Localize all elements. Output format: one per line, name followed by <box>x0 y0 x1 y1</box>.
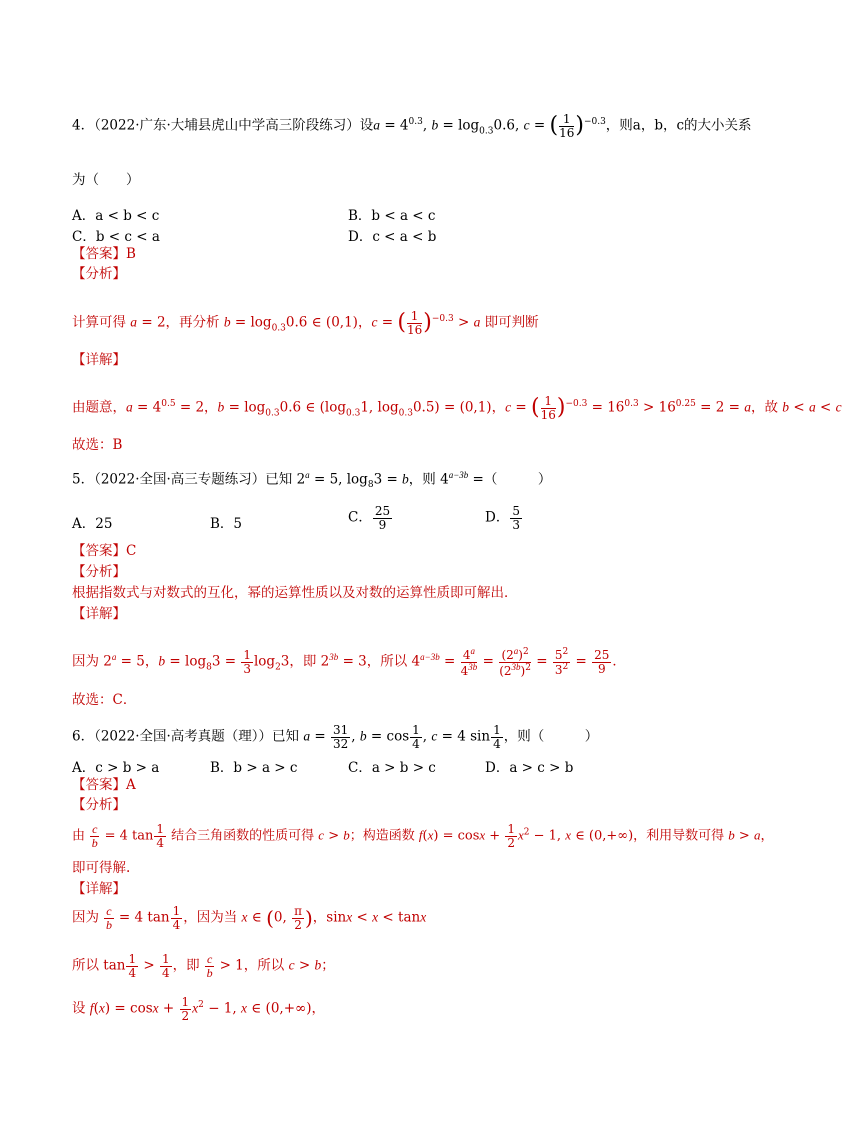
q4-stem-line2: 为（ ） <box>72 172 140 188</box>
q5-conclusion: 故选：C． <box>72 692 137 708</box>
q6-analysis-line2: 即可得解. <box>72 860 131 876</box>
q4-analysis-tag: 【分析】 <box>72 266 126 282</box>
q6-option-c: C．a > b > c <box>348 760 436 776</box>
q4-option-c: C．b < c < a <box>72 229 160 245</box>
q5-detail: 因为 $2^a = 5$，$b = \log_83$ = $\frac{1}{3}$ $\log_23$，即 $2^{3b} = 3$，所以 $4^{a-3b}$ = $\frac{4^a}{4^{3b}}$ = $\frac{(2^a)^2}{(2^{3b})^2}$ = $\frac{5^2}{3^2}$ = $\frac{25}{9}$ ． <box>72 646 626 678</box>
q4-stem: 4．（2022·广东·大埔县虎山中学高三阶段练习）设$a = 4^{0.3}$, $b = \log_{0.3}0.6$, c = ( $\frac{1}{16}$ )$^{-0.3}$，则a，b，c的大小关系 <box>72 112 752 140</box>
q4-stem-math: a <box>373 117 381 133</box>
q4-detail: 由题意，$a = 4^{0.5} = 2$，$b = \log_{0.3}0.6$ ∈ ($\log_{0.3}1$, $\log_{0.3}0.5) = (0,1)$，c = ( $\frac{1}{16}$ )$^{-0.3} = 16^{0.3} > 16^{0.25} = 2 = a$，故 b < a < c <box>72 394 842 422</box>
q6-answer-value: A <box>126 777 136 793</box>
q5-detail-tag: 【详解】 <box>72 606 126 622</box>
q4-answer <box>72 246 136 262</box>
q4-stem-suffix: ，则a，b，c的大小关系 <box>605 117 752 134</box>
q5-option-c: C． $\frac{25}{9}$ <box>348 504 391 532</box>
q5-analysis: 根据指数式与对数式的互化，幂的运算性质以及对数的运算性质即可解出． <box>72 585 518 601</box>
q4-conclusion: 故选：B <box>72 437 123 453</box>
q4-stem-prefix: 4．（2022·广东·大埔县虎山中学高三阶段练习）设 <box>72 117 374 134</box>
q4-option-a: A．a < b < c <box>72 208 160 224</box>
q6-analysis-tag: 【分析】 <box>72 797 126 813</box>
q6-detail-line3: 设 f(x) = cosx + $\frac{1}{2}$ $x^2 - 1$, x ∈ (0,+∞)， <box>72 995 326 1023</box>
q4-analysis: 计算可得 a = 2，再分析 $b = \log_{0.3}0.6$ ∈ (0,1)，c = ( $\frac{1}{16}$ )$^{-0.3}$ > a 即可判断 <box>72 309 539 337</box>
q6-stem: 6．（2022·全国·高考真题（理））已知 a = $\frac{31}{32}$ , b = cos $\frac{1}{4}$ , c = 4 sin $\frac{1}{4}$ ，则（ ） <box>72 723 599 751</box>
q6-detail-tag: 【详解】 <box>72 881 126 897</box>
q4-answer-value: B <box>126 246 136 262</box>
q5-answer-value: C <box>126 543 137 559</box>
q6-answer <box>72 777 136 793</box>
q4-detail-tag: 【详解】 <box>72 352 126 368</box>
q6-analysis-line1: 由 $\frac{c}{b}$ = 4 tan $\frac{1}{4}$ 结合三角函数的性质可得 c > b；构造函数 f(x) = cosx + $\frac{1}{2}$ $x^2 - 1$, x ∈ (0,+∞)，利用导数可得 b > a， <box>72 822 774 850</box>
q5-option-b: B．5 <box>210 516 243 532</box>
answer-tag: 【答案】 <box>72 543 126 559</box>
q4-option-b: B．b < a < c <box>348 208 436 224</box>
answer-tag: 【答案】 <box>72 777 126 793</box>
q6-detail-line2: 所以 tan $\frac{1}{4}$ > $\frac{1}{4}$ ，即 $\frac{c}{b}$ > 1，所以 c > b； <box>72 952 335 980</box>
q5-option-a: A．25 <box>72 516 113 532</box>
q6-option-a: A．c > b > a <box>72 760 160 776</box>
q5-stem: 5．（2022·全国·高三专题练习）已知 $2^a = 5$, $\log_83 = b$，则 $4^{a-3b}$ =（ ） <box>72 470 552 491</box>
q6-detail-line1: 因为 $\frac{c}{b}$ = 4 tan $\frac{1}{4}$ ，因为当 x ∈ (0, $\frac{\pi}{2}$ )，sinx < x < tanx <box>72 904 427 932</box>
q6-option-d: D．a > c > b <box>485 760 574 776</box>
answer-tag: 【答案】 <box>72 246 126 262</box>
q5-answer <box>72 543 136 559</box>
q5-analysis-tag: 【分析】 <box>72 564 126 580</box>
q5-option-d: D． $\frac{5}{3}$ <box>485 504 520 532</box>
q4-option-d: D．c < a < b <box>348 229 437 245</box>
q6-option-b: B．b > a > c <box>210 760 298 776</box>
